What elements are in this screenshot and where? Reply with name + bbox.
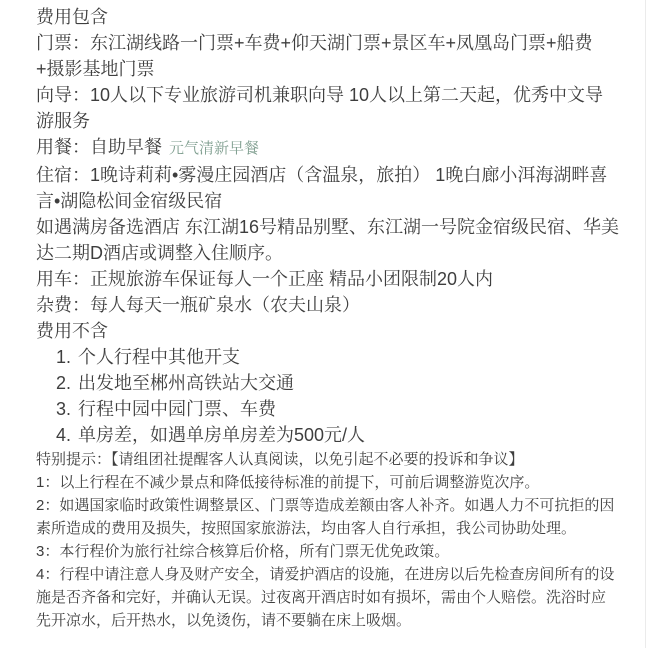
fee-excluded-item: 1. 个人行程中其他开支 xyxy=(76,344,620,370)
fee-excluded-item: 4. 单房差，如遇单房单房差为500元/人 xyxy=(76,422,620,448)
fee-excluded-item: 2. 出发地至郴州高铁站大交通 xyxy=(76,370,620,396)
special-notice-item: 4：行程中请注意人身及财产安全，请爱护酒店的设施，在进房以后先检查房间所有的设施是否齐备和完好，并确认无误。过夜离开酒店时如有损坏，需由个人赔偿。洗浴时应先开凉水，后开热水，以免烫伤，请不要躺在床上吸烟。 xyxy=(36,566,615,629)
fee-included-tickets: 门票：东江湖线路一门票+车费+仰天湖门票+景区车+凤凰岛门票+船费+摄影基地门票 xyxy=(36,33,593,79)
special-notices-title: 特别提示：【请组团社提醒客人认真阅读，以免引起不必要的投诉和争议】 xyxy=(36,451,524,468)
fee-included-meals-text: 用餐：自助早餐 xyxy=(36,137,162,157)
special-notice-item: 1：以上行程在不减少景点和降低接待标准的前提下，可前后调整游览次序。 xyxy=(36,474,540,491)
fee-included-heading: 费用包含 xyxy=(36,7,108,27)
fee-excluded-heading: 费用不含 xyxy=(36,321,108,341)
fee-included-hotel-backup: 如遇满房备选酒店 东江湖16号精品别墅、东江湖一号院金宿级民宿、华美达二期D酒店或调整入住顺序。 xyxy=(36,217,620,263)
fee-included-meals xyxy=(36,134,620,162)
special-notice-item: 2：如遇国家临时政策性调整景区、门票等造成差额由客人补齐。如遇人力不可抗拒的因素所造成的费用及损失，按照国家旅游法，均由客人自行承担，我公司协助处理。 xyxy=(36,497,615,537)
fee-included-hotel: 住宿：1晚诗莉莉•雾漫庄园酒店（含温泉，旅拍） 1晚白廊小洱海湖畔喜言•湖隐松间金宿级民宿 xyxy=(36,165,608,211)
special-notice-item: 3：本行程价为旅行社综合核算后价格，所有门票无优免政策。 xyxy=(36,543,450,560)
breakfast-tag-label: 元气清新早餐 xyxy=(169,140,260,157)
fee-included-vehicle: 用车：正规旅游车保证每人一个正座 精品小团限制20人内 xyxy=(36,269,494,289)
right-edge-divider xyxy=(645,0,646,648)
fee-included-guide: 向导：10人以下专业旅游司机兼职向导 10人以上第二天起，优秀中文导游服务 xyxy=(36,85,604,131)
special-notices-section xyxy=(36,448,620,632)
fee-included-misc: 杂费：每人每天一瓶矿泉水（农夫山泉） xyxy=(36,295,360,315)
fee-excluded-item: 3. 行程中园中园门票、车费 xyxy=(76,396,620,422)
fee-excluded-list xyxy=(36,344,620,448)
